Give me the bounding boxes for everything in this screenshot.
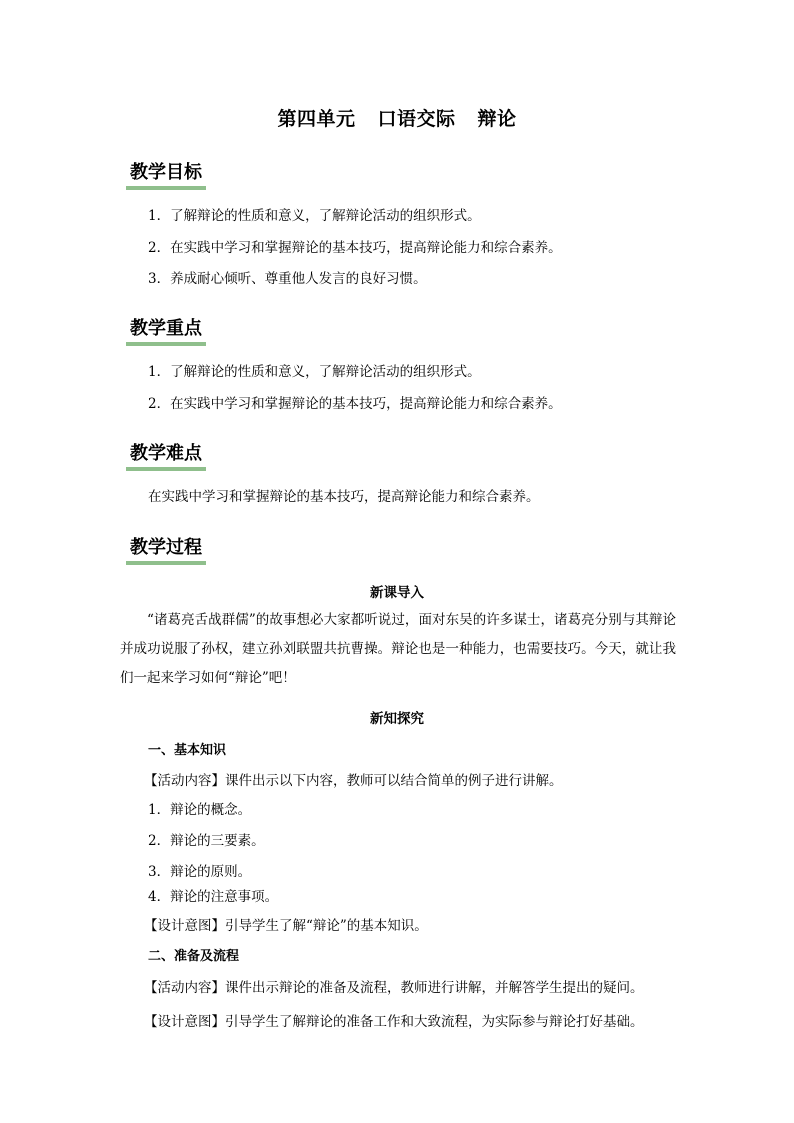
page-title xyxy=(0,104,794,131)
goal-item-2: 2．在实践中学习和掌握辩论的基本技巧，提高辩论能力和综合素养。 xyxy=(148,240,562,256)
goal-item-3: 3．养成耐心倾听、尊重他人发言的良好习惯。 xyxy=(148,271,427,287)
title-part2: 辩论 xyxy=(477,108,517,130)
goal-item-1: 1．了解辩论的性质和意义，了解辩论活动的组织形式。 xyxy=(148,208,481,224)
keypoint-item-1: 1．了解辩论的性质和意义，了解辩论活动的组织形式。 xyxy=(148,364,481,380)
section1-item-3: 3．辩论的原则。 xyxy=(148,864,252,880)
section1-intent: 【设计意图】引导学生了解“辩论”的基本知识。 xyxy=(144,918,428,934)
intro-title: 新课导入 xyxy=(370,585,424,601)
section2-activity: 【活动内容】课件出示辩论的准备及流程，教师进行讲解，并解答学生提出的疑问。 xyxy=(144,980,644,996)
intro-paragraph: “诸葛亮舌战群儒”的故事想必大家都听说过，面对东吴的许多谋士，诸葛亮分别与其辩论并成功说服了孙权，建立孙刘联盟共抗曹操。辩论也是一种能力，也需要技巧。今天，就让我们一起来学习如何“辩论”吧！ xyxy=(120,612,676,686)
keypoints-heading: 教学重点 xyxy=(126,318,206,346)
explore-title: 新知探究 xyxy=(370,711,424,727)
title-part1: 口语交际 xyxy=(377,108,456,130)
title-unit: 第四单元 xyxy=(277,108,356,130)
section1-item-4: 4．辩论的注意事项。 xyxy=(148,889,279,905)
section2-title: 二、准备及流程 xyxy=(148,949,240,964)
process-heading: 教学过程 xyxy=(126,537,206,565)
section1-activity: 【活动内容】课件出示以下内容，教师可以结合简单的例子进行讲解。 xyxy=(144,773,563,789)
difficulty-heading: 教学难点 xyxy=(126,443,206,471)
section2-intent: 【设计意图】引导学生了解辩论的准备工作和大致流程，为实际参与辩论打好基础。 xyxy=(144,1014,644,1030)
section1-item-2: 2．辩论的三要素。 xyxy=(148,833,265,849)
keypoint-item-2: 2．在实践中学习和掌握辩论的基本技巧，提高辩论能力和综合素养。 xyxy=(148,396,562,412)
goals-heading: 教学目标 xyxy=(126,162,206,190)
difficulty-text: 在实践中学习和掌握辩论的基本技巧，提高辩论能力和综合素养。 xyxy=(148,489,540,505)
section1-title: 一、基本知识 xyxy=(148,743,227,758)
section1-item-1: 1．辩论的概念。 xyxy=(148,802,252,818)
